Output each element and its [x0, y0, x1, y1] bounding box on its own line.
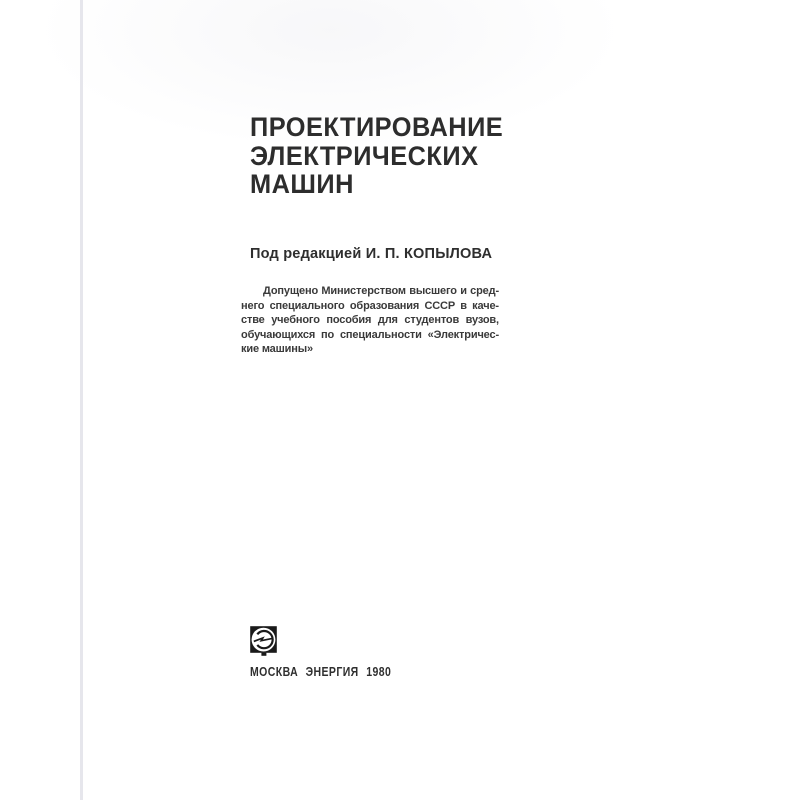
approval-line: Допущено Министерством высшего и сред-	[263, 285, 499, 297]
approval-line: стве учебного пособия для студентов вузов,	[241, 314, 499, 326]
editor-credit: Под редакцией И. П. КОПЫЛОВА	[250, 245, 493, 262]
page-gutter-line	[80, 0, 83, 800]
title-line-2: ЭЛЕКТРИЧЕСКИХ	[250, 140, 479, 171]
imprint-line: МОСКВА ЭНЕРГИЯ 1980	[250, 665, 392, 679]
approval-line: обучающихся по специальности «Электричес-	[241, 328, 499, 341]
publisher-logo-icon	[249, 625, 279, 663]
approval-paragraph	[241, 285, 499, 358]
approval-line: кие машины»	[241, 343, 313, 355]
title-line-1: ПРОЕКТИРОВАНИЕ	[250, 112, 504, 142]
approval-line: него специального образования СССР в каче-	[241, 299, 499, 312]
title-line-3: МАШИН	[250, 169, 354, 199]
page-title	[250, 113, 503, 199]
